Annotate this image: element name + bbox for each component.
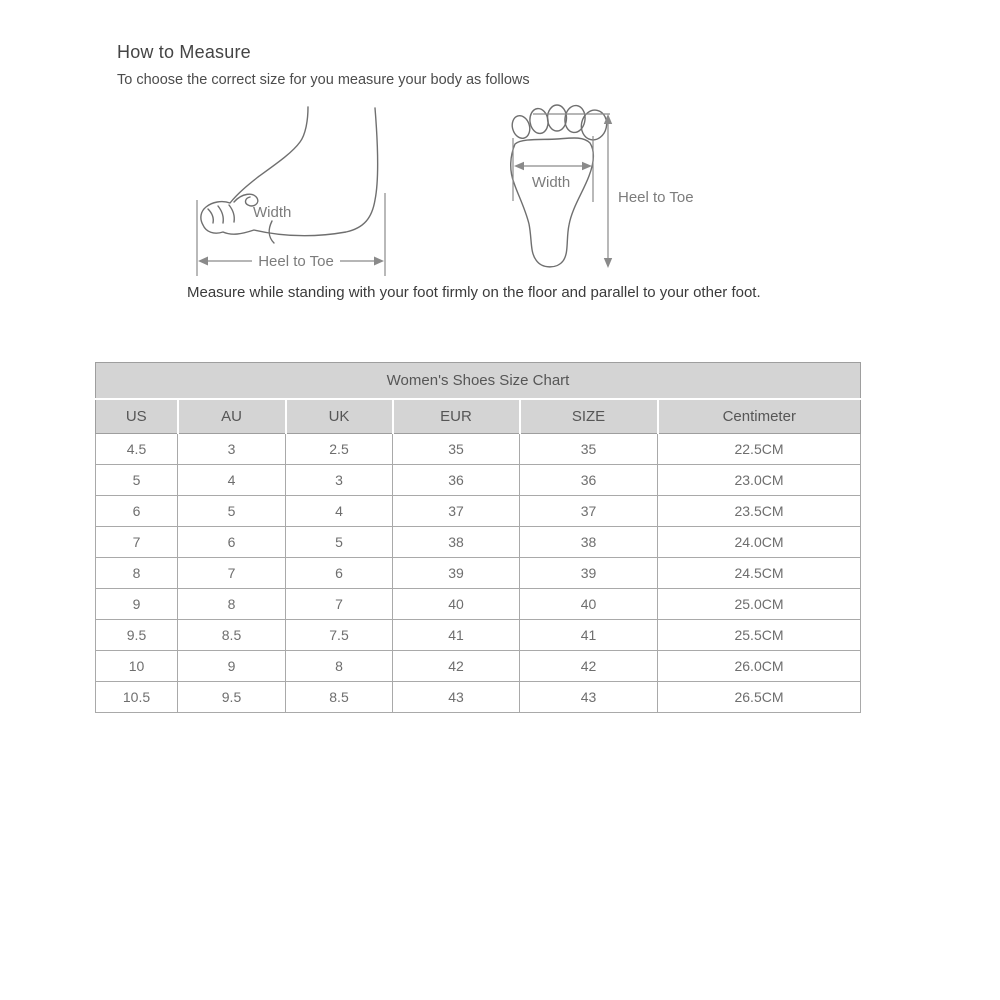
arrow-left-icon: [198, 257, 208, 266]
size-cell: 6: [286, 558, 393, 589]
arrow-right-icon: [374, 257, 384, 266]
size-row: [96, 558, 861, 589]
size-cell: 43: [393, 682, 520, 713]
size-cell: 25.5CM: [658, 620, 861, 651]
toe-icon: [528, 107, 549, 134]
size-cell: 7.5: [286, 620, 393, 651]
size-cell: 35: [520, 434, 658, 465]
side-width-label: Width: [253, 204, 292, 221]
measure-caption: Measure while standing with your foot firmly on the floor and parallel to your other foot.: [187, 284, 761, 301]
size-cell: 8: [286, 651, 393, 682]
size-row: [96, 434, 861, 465]
size-cell: 6: [96, 496, 178, 527]
size-cell: 38: [520, 527, 658, 558]
size-cell: 10.5: [96, 682, 178, 713]
size-chart-body: [96, 434, 861, 713]
size-cell: 7: [286, 589, 393, 620]
size-cell: 4.5: [96, 434, 178, 465]
size-cell: 37: [520, 496, 658, 527]
size-row: [96, 651, 861, 682]
bottom-heel-to-toe-label: Heel to Toe: [618, 189, 694, 206]
size-cell: 8.5: [178, 620, 286, 651]
size-cell: 36: [520, 465, 658, 496]
size-cell: 9: [178, 651, 286, 682]
size-cell: 24.0CM: [658, 527, 861, 558]
width-pointer-icon: [269, 221, 274, 243]
column-header-uk: UK: [286, 399, 393, 434]
column-header-row: [96, 399, 861, 434]
size-row: [96, 682, 861, 713]
size-cell: 2.5: [286, 434, 393, 465]
chart-title-row: [96, 363, 861, 399]
size-row: [96, 465, 861, 496]
size-cell: 41: [520, 620, 658, 651]
size-cell: 8: [178, 589, 286, 620]
size-cell: 24.5CM: [658, 558, 861, 589]
size-cell: 40: [393, 589, 520, 620]
size-cell: 23.5CM: [658, 496, 861, 527]
size-cell: 5: [178, 496, 286, 527]
size-cell: 8: [96, 558, 178, 589]
size-cell: 26.5CM: [658, 682, 861, 713]
size-cell: 7: [178, 558, 286, 589]
footprint-diagram: [495, 98, 725, 288]
size-cell: 9.5: [178, 682, 286, 713]
size-cell: 36: [393, 465, 520, 496]
size-cell: 5: [96, 465, 178, 496]
column-header-centimeter: Centimeter: [658, 399, 861, 434]
size-cell: 3: [286, 465, 393, 496]
toe-crease-icon: [208, 209, 213, 223]
side-heel-to-toe-label: Heel to Toe: [258, 253, 334, 270]
size-cell: 25.0CM: [658, 589, 861, 620]
arrow-down-icon: [604, 258, 612, 268]
column-header-au: AU: [178, 399, 286, 434]
toe-icon: [510, 114, 533, 141]
column-header-eur: EUR: [393, 399, 520, 434]
size-cell: 38: [393, 527, 520, 558]
size-row: [96, 527, 861, 558]
foot-side-view-diagram: [192, 105, 402, 285]
size-chart-title: Women's Shoes Size Chart: [96, 363, 861, 399]
toe-crease-icon: [218, 206, 223, 223]
size-row: [96, 589, 861, 620]
size-cell: 26.0CM: [658, 651, 861, 682]
size-cell: 39: [520, 558, 658, 589]
size-row: [96, 620, 861, 651]
size-cell: 40: [520, 589, 658, 620]
size-cell: 8.5: [286, 682, 393, 713]
size-cell: 41: [393, 620, 520, 651]
size-cell: 5: [286, 527, 393, 558]
size-cell: 43: [520, 682, 658, 713]
size-cell: 3: [178, 434, 286, 465]
size-cell: 10: [96, 651, 178, 682]
size-cell: 9: [96, 589, 178, 620]
size-cell: 37: [393, 496, 520, 527]
page-subtitle: To choose the correct size for you measure your body as follows: [117, 72, 530, 88]
size-cell: 7: [96, 527, 178, 558]
size-cell: 35: [393, 434, 520, 465]
size-cell: 9.5: [96, 620, 178, 651]
arrow-right-icon: [582, 162, 592, 170]
column-header-size: SIZE: [520, 399, 658, 434]
size-cell: 42: [520, 651, 658, 682]
size-cell: 4: [178, 465, 286, 496]
column-header-us: US: [96, 399, 178, 434]
size-cell: 6: [178, 527, 286, 558]
size-cell: 4: [286, 496, 393, 527]
size-cell: 23.0CM: [658, 465, 861, 496]
arrow-left-icon: [514, 162, 524, 170]
size-cell: 39: [393, 558, 520, 589]
toe-icon: [548, 105, 567, 131]
size-cell: 22.5CM: [658, 434, 861, 465]
size-row: [96, 496, 861, 527]
size-cell: 42: [393, 651, 520, 682]
page-title: How to Measure: [117, 42, 251, 62]
footprint-outline-icon: [511, 138, 594, 267]
bottom-width-label: Width: [531, 174, 571, 191]
toe-crease-icon: [229, 205, 234, 222]
size-chart-table: [95, 362, 861, 713]
